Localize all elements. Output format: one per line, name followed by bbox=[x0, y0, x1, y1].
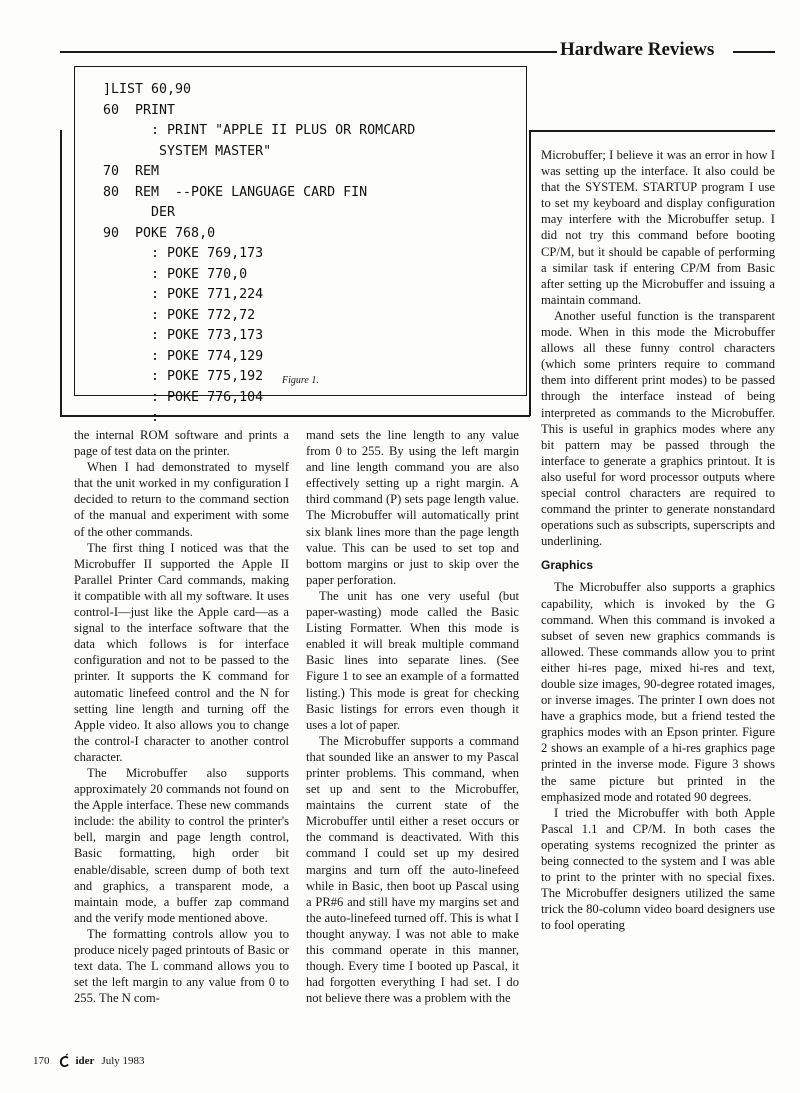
listing-line: ]LIST 60,90 bbox=[103, 82, 192, 97]
issue-date: July 1983 bbox=[101, 1054, 145, 1067]
listing-line: 60 PRINT bbox=[103, 102, 176, 118]
section-title: Hardware Reviews bbox=[560, 39, 715, 60]
listing-line: 70 REM bbox=[103, 164, 160, 179]
listing-line: : PRINT "APPLE II PLUS OR ROMCARD bbox=[103, 123, 416, 138]
listing-line: : POKE 776,104 bbox=[103, 389, 264, 405]
listing-line: : POKE 775,192 bbox=[103, 369, 264, 384]
text-column-3 bbox=[541, 147, 775, 934]
paragraph: the internal ROM software and prints a page of test data on the printer. bbox=[74, 428, 289, 459]
paragraph: When I had demonstrated to myself that the unit worked in my configuration I decided to return to the command section of the manual and experiment with some of the other commands. bbox=[74, 460, 289, 539]
text-column-2 bbox=[306, 427, 519, 1006]
header-rule-left bbox=[60, 51, 557, 53]
paragraph: The formatting controls allow you to produce nicely paged printouts of Basic or text data. The L command allows you to set the left margin to any value from 0 to 255. The N com- bbox=[74, 926, 289, 1006]
paragraph: I tried the Microbuffer with both Apple Pascal 1.1 and CP/M. In both cases the operating systems recognized the printer as being connected to the system and I was able to print to the printer with no special fixes. The Microbuffer designers utilized the same trick the 80-column video board designers use to fool operating bbox=[541, 805, 775, 933]
listing-line: : bbox=[103, 410, 160, 425]
listing-line: : POKE 773,173 bbox=[103, 328, 264, 343]
paragraph: The Microbuffer also supports a graphics capability, which is invoked by the G command. When this command is invoked a subset of seven new graphics commands is allowed. These commands allow you to print either hi-res page, mixed hi-res and text, double size images, 90-degree rotated images, or inverse images. The printer I own does not have a graphics mode, but a friend tested the graphics modes with an Epson printer. Figure 2 shows an example of a hi-res graphics page printed in the inverse mode. Figure 3 shows the same picture but printed in the emphasized mode and rotated 90 degrees. bbox=[541, 580, 775, 804]
section-heading: Graphics bbox=[541, 558, 594, 573]
paragraph: Another useful function is the transparent mode. When in this mode the Microbuffer allows all these funny control characters (which some printers require to command them into different print modes) to be passed through the interface instead of being interpreted as commands to the Microbuffer. This is useful in graphics modes where any bit pattern may be passed through the interface to generate a graphics printout. It is also useful for word processor outputs where special control characters are required to command the printer to generate nonstandard operations such as subscripts, superscripts and underlining. bbox=[541, 308, 775, 549]
listing-line: : POKE 772,72 bbox=[103, 307, 256, 323]
listing-line: SYSTEM MASTER" bbox=[103, 143, 272, 159]
paragraph: mand sets the line length to any value from 0 to 255. By using the left margin and line length command you are also effectively setting up a right margin. A third command (P) sets page length value. The Microbuffer will automatically print six blank lines more than the page length value. This can be used to set top and bottom margins or just to skip over the paper perforation. bbox=[306, 428, 519, 587]
paragraph: The unit has one very useful (but paper-wasting) mode called the Basic Listing Formatter. When this mode is enabled it will break multiple command Basic lines into separate lines. (See Figure 1 to see an example of a formatted listing.) This mode is great for checking Basic listings for errors even though it uses a lot of paper. bbox=[306, 588, 519, 732]
page-footer bbox=[33, 1053, 145, 1068]
page-number: 170 bbox=[33, 1054, 50, 1067]
frame-rule-right bbox=[529, 130, 531, 416]
listing-line: : POKE 770,0 bbox=[103, 266, 248, 282]
paragraph: The first thing I noticed was that the Microbuffer II supported the Apple II Parallel Printer Card commands, making it compatible with all my software. It uses control-I—just like the Apple card—as a signal to the interface software that the data which follows is for interface configuration and not to be passed to the printer. It supports the K command for automatic linefeed control and the N for setting line length and turning off the Apple video. It also allows you to change the control-I character to another control character. bbox=[74, 540, 289, 764]
listing-line: 80 REM --POKE LANGUAGE CARD FIN bbox=[103, 184, 368, 200]
frame-rule-left bbox=[60, 130, 62, 416]
header-rule-right bbox=[733, 51, 775, 53]
figure-caption: Figure 1. bbox=[282, 375, 319, 386]
listing-line: : POKE 769,173 bbox=[103, 246, 264, 261]
basic-listing bbox=[103, 80, 415, 429]
listing-line: DER bbox=[103, 205, 176, 220]
listing-line: : POKE 774,129 bbox=[103, 348, 264, 364]
paragraph: Microbuffer; I believe it was an error in how I was setting up the interface. It also could be that the SYSTEM. STARTUP program I use to set my keyboard and display configuration may interfere with the Microbuffer setup. I did not try this command before booting CP/M, but it should be capable of performing a similar task if entering CP/M from Basic after setting up the Microbuffer and issuing a maintain command. bbox=[541, 148, 775, 307]
frame-rule-top-right bbox=[529, 130, 775, 132]
paragraph: The Microbuffer also supports approximately 20 commands not found on the Apple interface. These new commands include: the ability to control the printer's bell, margin and page length control, Basic formatting, high order bit enable/disable, screen dump of both text and graphics, a transparent mode, a maintain mode, a buffer zap command and the verify mode mentioned above. bbox=[74, 765, 289, 925]
publication-name: ider bbox=[75, 1054, 95, 1067]
listing-line: 90 POKE 768,0 bbox=[103, 225, 216, 241]
text-column-1 bbox=[74, 427, 289, 1006]
paragraph: The Microbuffer supports a command that sounded like an answer to my Pascal printer problems. This command, when set up and sent to the Microbuffer, maintains the current state of the Microbuffer until either a reset occurs or the command is deactivated. With this command I could set up my desired margins and turn off the auto-linefeed while in Basic, then boot up Pascal using a PR#6 and still have my margins set and the auto-linefeed turned off. This is what I thought anyway. I was not able to make this command operate in this manner, though. Every time I booted up Pascal, it had forgotten everything I had set. I do not believe there was a problem with the bbox=[306, 733, 519, 1006]
apple-c-logo-icon bbox=[58, 1053, 72, 1068]
listing-line: : POKE 771,224 bbox=[103, 287, 264, 302]
